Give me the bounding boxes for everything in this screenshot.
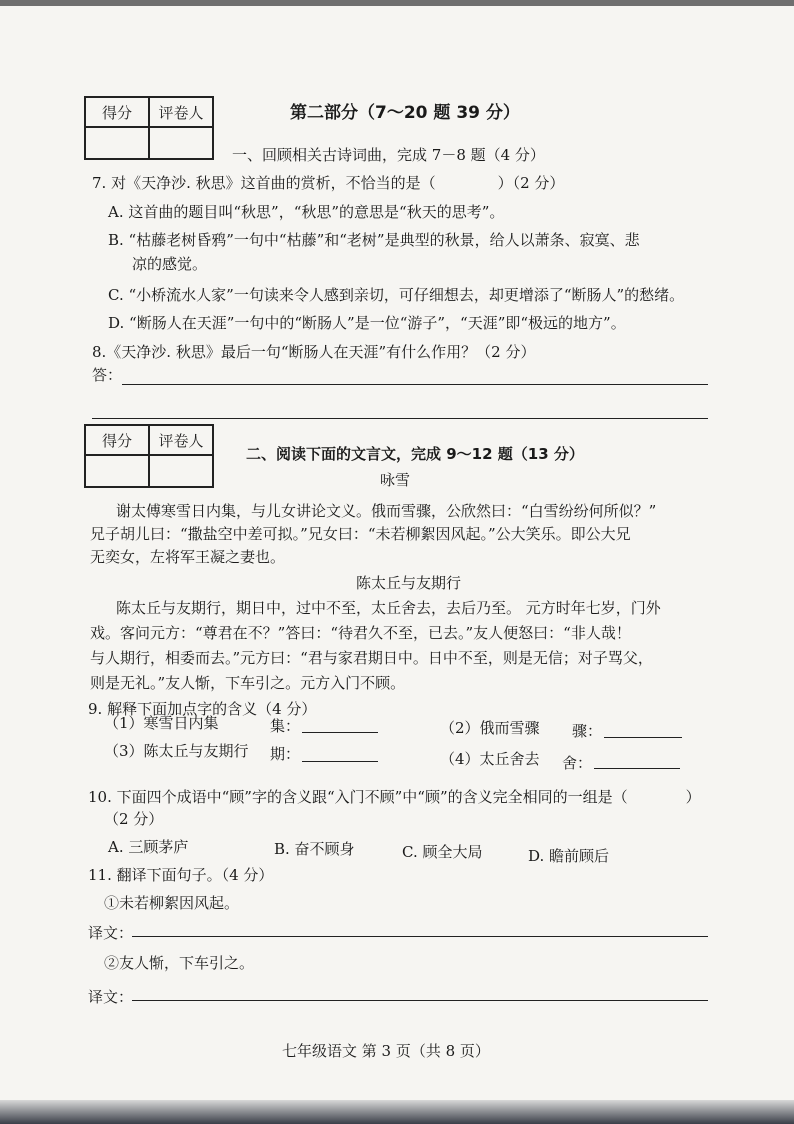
q11-stem: 11. 翻译下面句子。（4 分） — [88, 866, 274, 884]
page-footer: 七年级语文 第 3 页（共 8 页） — [282, 1042, 490, 1060]
text1-line-3: 无奕女，左将军王凝之妻也。 — [90, 548, 286, 566]
section2-title: 二、阅读下面的文言文，完成 9～12 题（13 分） — [246, 445, 584, 463]
score-box-1 — [84, 96, 214, 160]
q7-option-b: B. “枯藤老树昏鸦”一句中“枯藤”和“老树”是典型的秋景，给人以萧条、寂寞、悲 — [108, 231, 640, 249]
score-cell[interactable] — [85, 127, 149, 159]
q10-option-b: B. 奋不顾身 — [274, 840, 355, 858]
q10-option-a: A. 三顾茅庐 — [108, 838, 189, 856]
q9-stem: 9. 解释下面加点字的含义（4 分） — [88, 700, 317, 718]
q11-sentence-2: ②友人惭，下车引之。 — [104, 954, 255, 972]
q9-item-2-word: 骤： — [572, 722, 603, 740]
q10-option-c: C. 顾全大局 — [402, 843, 483, 861]
q8-stem: 8.《天净沙. 秋思》最后一句“断肠人在天涯”有什么作用？（2 分） — [92, 343, 536, 361]
text1-line-1: 谢太傅寒雪日内集，与儿女讲论文义。俄而雪骤，公欣然曰：“白雪纷纷何所似？” — [116, 502, 657, 520]
scan-bottom-edge — [0, 1100, 794, 1124]
q9-item-2-phrase: （2）俄而雪骤 — [440, 719, 540, 737]
scan-top-edge — [0, 0, 794, 6]
q10-points: （2 分） — [104, 810, 164, 828]
grader-cell[interactable] — [149, 455, 213, 487]
text2-title: 陈太丘与友期行 — [356, 574, 462, 592]
text2-line-3: 与人期行，相委而去。”元方曰：“君与家君期日中。日中不至，则是无信；对子骂父， — [90, 649, 653, 667]
q10-stem: 10. 下面四个成语中“顾”字的含义跟“入门不顾”中“顾”的含义完全相同的一组是（ ） — [88, 788, 701, 806]
q7-stem: 7. 对《天净沙. 秋思》这首曲的赏析，不恰当的是（ ）（2 分） — [92, 174, 565, 192]
q10-option-d: D. 瞻前顾后 — [528, 847, 610, 865]
q9-item-3-phrase: （3）陈太丘与友期行 — [104, 742, 249, 760]
text1-line-2: 兄子胡儿曰：“撒盐空中差可拟。”兄女曰：“未若柳絮因风起。”公大笑乐。即公大兄 — [90, 525, 631, 543]
text2-line-2: 戏。客问元方：“尊君在不？”答曰：“待君久不至，已去。”友人便怒曰：“非人哉！ — [90, 624, 631, 642]
q9-item-3-word: 期： — [270, 745, 301, 763]
score-label: 得分 — [85, 425, 149, 455]
text1-title: 咏雪 — [380, 471, 411, 489]
grader-cell[interactable] — [149, 127, 213, 159]
score-cell[interactable] — [85, 455, 149, 487]
q9-item-4-blank[interactable] — [594, 768, 680, 769]
q7-option-a: A. 这首曲的题目叫“秋思”，“秋思”的意思是“秋天的思考”。 — [108, 203, 505, 221]
q7-option-c: C. “小桥流水人家”一句读来令人感到亲切，可仔细想去，却更增添了“断肠人”的愁绪。 — [108, 286, 685, 304]
text2-line-1: 陈太丘与友期行，期日中，过中不至，太丘舍去，去后乃至。 元方时年七岁，门外 — [116, 599, 661, 617]
q8-answer-line-1[interactable] — [122, 384, 708, 385]
score-box-2 — [84, 424, 214, 488]
q9-item-4-word: 舍： — [562, 754, 593, 772]
q8-answer-label: 答： — [92, 366, 123, 384]
q11-translation-label-1: 译文： — [88, 924, 134, 942]
q7-option-d: D. “断肠人在天涯”一句中的“断肠人”是一位“游子”，“天涯”即“极远的地方”。 — [108, 314, 626, 332]
section1-title: 一、回顾相关古诗词曲，完成 7－8 题（4 分） — [232, 146, 545, 164]
q9-item-1-phrase: （1）寒雪日内集 — [104, 714, 219, 732]
q8-answer-line-2[interactable] — [92, 418, 708, 419]
q9-item-4-phrase: （4）太丘舍去 — [440, 750, 540, 768]
grader-label: 评卷人 — [149, 425, 213, 455]
grader-label: 评卷人 — [149, 97, 213, 127]
q9-item-1-blank[interactable] — [302, 732, 378, 733]
q9-item-1-word: 集： — [270, 717, 301, 735]
q9-item-2-blank[interactable] — [604, 737, 682, 738]
q7-option-b-cont: 凉的感觉。 — [132, 255, 208, 273]
score-label: 得分 — [85, 97, 149, 127]
q11-sentence-1: ①未若柳絮因风起。 — [104, 894, 240, 912]
q9-item-3-blank[interactable] — [302, 761, 378, 762]
q11-translation-label-2: 译文： — [88, 988, 134, 1006]
q11-translation-line-1[interactable] — [132, 936, 708, 937]
q11-translation-line-2[interactable] — [132, 1000, 708, 1001]
text2-line-4: 则是无礼。”友人惭，下车引之。元方入门不顾。 — [90, 674, 406, 692]
part-title: 第二部分（7～20 题 39 分） — [290, 103, 520, 123]
